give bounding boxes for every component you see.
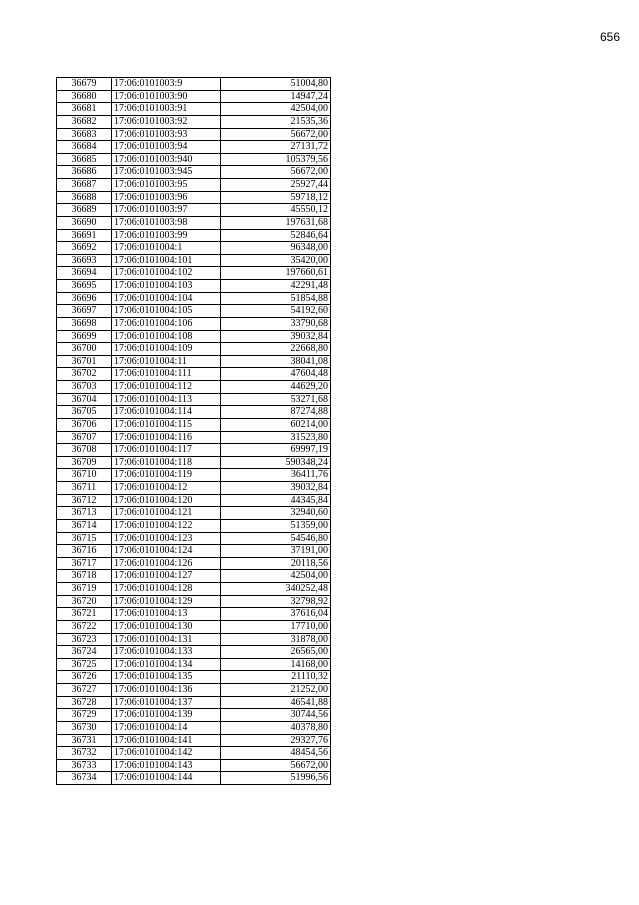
- value-cell: 197660,61: [221, 267, 331, 280]
- cadastral-number-cell: 17:06:0101004:135: [112, 671, 221, 684]
- value-cell: 197631,68: [221, 216, 331, 229]
- row-number-cell: 36705: [57, 406, 112, 419]
- cadastral-number-cell: 17:06:0101004:117: [112, 444, 221, 457]
- cadastral-number-cell: 17:06:0101004:129: [112, 595, 221, 608]
- row-number-cell: 36694: [57, 267, 112, 280]
- table-row: [57, 330, 331, 343]
- cadastral-number-cell: 17:06:0101003:99: [112, 229, 221, 242]
- value-cell: 30744,56: [221, 709, 331, 722]
- table-row: [57, 696, 331, 709]
- cadastral-number-cell: 17:06:0101004:141: [112, 734, 221, 747]
- cadastral-number-cell: 17:06:0101004:123: [112, 532, 221, 545]
- value-cell: 51359,00: [221, 519, 331, 532]
- row-number-cell: 36702: [57, 368, 112, 381]
- value-cell: 53271,68: [221, 393, 331, 406]
- table-row: [57, 153, 331, 166]
- value-cell: 48454,56: [221, 747, 331, 760]
- table-row: [57, 292, 331, 305]
- cadastral-number-cell: 17:06:0101004:118: [112, 456, 221, 469]
- row-number-cell: 36704: [57, 393, 112, 406]
- cadastral-number-cell: 17:06:0101004:133: [112, 646, 221, 659]
- table-row: [57, 759, 331, 772]
- row-number-cell: 36714: [57, 519, 112, 532]
- table-row: [57, 620, 331, 633]
- row-number-cell: 36718: [57, 570, 112, 583]
- row-number-cell: 36717: [57, 557, 112, 570]
- value-cell: 60214,00: [221, 418, 331, 431]
- row-number-cell: 36699: [57, 330, 112, 343]
- row-number-cell: 36709: [57, 456, 112, 469]
- cadastral-number-cell: 17:06:0101004:14: [112, 721, 221, 734]
- value-cell: 52846,64: [221, 229, 331, 242]
- row-number-cell: 36708: [57, 444, 112, 457]
- cadastral-number-cell: 17:06:0101003:945: [112, 166, 221, 179]
- value-cell: 44629,20: [221, 381, 331, 394]
- row-number-cell: 36687: [57, 179, 112, 192]
- cadastral-number-cell: 17:06:0101003:95: [112, 179, 221, 192]
- row-number-cell: 36716: [57, 545, 112, 558]
- table-row: [57, 141, 331, 154]
- table-row: [57, 734, 331, 747]
- table-row: [57, 595, 331, 608]
- cadastral-number-cell: 17:06:0101003:93: [112, 128, 221, 141]
- row-number-cell: 36684: [57, 141, 112, 154]
- cadastral-number-cell: 17:06:0101004:103: [112, 280, 221, 293]
- value-cell: 105379,56: [221, 153, 331, 166]
- value-cell: 45550,12: [221, 204, 331, 217]
- cadastral-number-cell: 17:06:0101004:126: [112, 557, 221, 570]
- value-cell: 38041,08: [221, 355, 331, 368]
- table-row: [57, 671, 331, 684]
- cadastral-number-cell: 17:06:0101004:136: [112, 684, 221, 697]
- row-number-cell: 36726: [57, 671, 112, 684]
- row-number-cell: 36686: [57, 166, 112, 179]
- value-cell: 20118,56: [221, 557, 331, 570]
- table-row: [57, 444, 331, 457]
- table-row: [57, 431, 331, 444]
- table-row: [57, 608, 331, 621]
- table-row: [57, 747, 331, 760]
- table-row: [57, 317, 331, 330]
- value-cell: 22668,80: [221, 343, 331, 356]
- value-cell: 17710,00: [221, 620, 331, 633]
- row-number-cell: 36715: [57, 532, 112, 545]
- table-row: [57, 393, 331, 406]
- cadastral-number-cell: 17:06:0101004:111: [112, 368, 221, 381]
- table-row: [57, 633, 331, 646]
- table-row: [57, 179, 331, 192]
- row-number-cell: 36724: [57, 646, 112, 659]
- cadastral-number-cell: 17:06:0101004:1: [112, 242, 221, 255]
- table-row: [57, 343, 331, 356]
- cadastral-number-cell: 17:06:0101004:124: [112, 545, 221, 558]
- value-cell: 37616,04: [221, 608, 331, 621]
- value-cell: 590348,24: [221, 456, 331, 469]
- table-row: [57, 418, 331, 431]
- value-cell: 56672,00: [221, 166, 331, 179]
- table-row: [57, 204, 331, 217]
- row-number-cell: 36721: [57, 608, 112, 621]
- cadastral-number-cell: 17:06:0101004:114: [112, 406, 221, 419]
- row-number-cell: 36683: [57, 128, 112, 141]
- value-cell: 42504,00: [221, 103, 331, 116]
- value-cell: 33790,68: [221, 317, 331, 330]
- row-number-cell: 36692: [57, 242, 112, 255]
- cadastral-number-cell: 17:06:0101004:144: [112, 772, 221, 785]
- table-row: [57, 128, 331, 141]
- value-cell: 69997,19: [221, 444, 331, 457]
- table-row: [57, 115, 331, 128]
- cadastral-number-cell: 17:06:0101004:108: [112, 330, 221, 343]
- table-row: [57, 494, 331, 507]
- row-number-cell: 36703: [57, 381, 112, 394]
- row-number-cell: 36728: [57, 696, 112, 709]
- row-number-cell: 36681: [57, 103, 112, 116]
- table-row: [57, 78, 331, 91]
- row-number-cell: 36697: [57, 305, 112, 318]
- value-cell: 31878,00: [221, 633, 331, 646]
- value-cell: 32798,92: [221, 595, 331, 608]
- cadastral-number-cell: 17:06:0101003:91: [112, 103, 221, 116]
- cadastral-number-cell: 17:06:0101003:9: [112, 78, 221, 91]
- table-row: [57, 646, 331, 659]
- cadastral-number-cell: 17:06:0101004:115: [112, 418, 221, 431]
- cadastral-number-cell: 17:06:0101004:142: [112, 747, 221, 760]
- row-number-cell: 36695: [57, 280, 112, 293]
- value-cell: 37191,00: [221, 545, 331, 558]
- value-cell: 51004,80: [221, 78, 331, 91]
- cadastral-number-cell: 17:06:0101004:127: [112, 570, 221, 583]
- table-row: [57, 229, 331, 242]
- cadastral-number-cell: 17:06:0101003:94: [112, 141, 221, 154]
- value-cell: 25927,44: [221, 179, 331, 192]
- table-row: [57, 482, 331, 495]
- table-row: [57, 583, 331, 596]
- table-row: [57, 456, 331, 469]
- cadastral-number-cell: 17:06:0101004:13: [112, 608, 221, 621]
- cadastral-number-cell: 17:06:0101004:139: [112, 709, 221, 722]
- cadastral-number-cell: 17:06:0101004:12: [112, 482, 221, 495]
- value-cell: 44345,84: [221, 494, 331, 507]
- table-row: [57, 406, 331, 419]
- table-row: [57, 166, 331, 179]
- cadastral-number-cell: 17:06:0101004:130: [112, 620, 221, 633]
- value-cell: 14947,24: [221, 90, 331, 103]
- value-cell: 56672,00: [221, 128, 331, 141]
- row-number-cell: 36723: [57, 633, 112, 646]
- table-row: [57, 305, 331, 318]
- cadastral-value-table: [56, 77, 331, 785]
- row-number-cell: 36710: [57, 469, 112, 482]
- cadastral-number-cell: 17:06:0101003:96: [112, 191, 221, 204]
- table-row: [57, 381, 331, 394]
- cadastral-number-cell: 17:06:0101004:101: [112, 254, 221, 267]
- row-number-cell: 36679: [57, 78, 112, 91]
- cadastral-number-cell: 17:06:0101004:134: [112, 658, 221, 671]
- row-number-cell: 36725: [57, 658, 112, 671]
- table-row: [57, 507, 331, 520]
- value-cell: 54546,80: [221, 532, 331, 545]
- cadastral-number-cell: 17:06:0101004:128: [112, 583, 221, 596]
- value-cell: 47604,48: [221, 368, 331, 381]
- table-row: [57, 368, 331, 381]
- table-row: [57, 254, 331, 267]
- table-row: [57, 216, 331, 229]
- cadastral-number-cell: 17:06:0101004:112: [112, 381, 221, 394]
- cadastral-number-cell: 17:06:0101003:90: [112, 90, 221, 103]
- value-cell: 51996,56: [221, 772, 331, 785]
- value-cell: 87274,88: [221, 406, 331, 419]
- row-number-cell: 36696: [57, 292, 112, 305]
- value-cell: 21252,00: [221, 684, 331, 697]
- cadastral-number-cell: 17:06:0101004:102: [112, 267, 221, 280]
- cadastral-number-cell: 17:06:0101004:122: [112, 519, 221, 532]
- table-body: [57, 78, 331, 785]
- table-row: [57, 532, 331, 545]
- row-number-cell: 36685: [57, 153, 112, 166]
- cadastral-number-cell: 17:06:0101004:143: [112, 759, 221, 772]
- table-row: [57, 355, 331, 368]
- row-number-cell: 36698: [57, 317, 112, 330]
- table-row: [57, 557, 331, 570]
- row-number-cell: 36693: [57, 254, 112, 267]
- table-row: [57, 242, 331, 255]
- row-number-cell: 36734: [57, 772, 112, 785]
- cadastral-number-cell: 17:06:0101004:104: [112, 292, 221, 305]
- table-row: [57, 280, 331, 293]
- table-row: [57, 570, 331, 583]
- value-cell: 51854,88: [221, 292, 331, 305]
- value-cell: 21110,32: [221, 671, 331, 684]
- cadastral-number-cell: 17:06:0101004:106: [112, 317, 221, 330]
- cadastral-number-cell: 17:06:0101004:119: [112, 469, 221, 482]
- value-cell: 27131,72: [221, 141, 331, 154]
- row-number-cell: 36689: [57, 204, 112, 217]
- value-cell: 42504,00: [221, 570, 331, 583]
- table-row: [57, 658, 331, 671]
- value-cell: 36411,76: [221, 469, 331, 482]
- value-cell: 42291,48: [221, 280, 331, 293]
- cadastral-number-cell: 17:06:0101004:121: [112, 507, 221, 520]
- value-cell: 26565,00: [221, 646, 331, 659]
- table-row: [57, 709, 331, 722]
- row-number-cell: 36690: [57, 216, 112, 229]
- row-number-cell: 36731: [57, 734, 112, 747]
- row-number-cell: 36691: [57, 229, 112, 242]
- row-number-cell: 36722: [57, 620, 112, 633]
- table-row: [57, 469, 331, 482]
- row-number-cell: 36682: [57, 115, 112, 128]
- cadastral-number-cell: 17:06:0101004:137: [112, 696, 221, 709]
- cadastral-number-cell: 17:06:0101004:131: [112, 633, 221, 646]
- row-number-cell: 36720: [57, 595, 112, 608]
- table-row: [57, 772, 331, 785]
- row-number-cell: 36733: [57, 759, 112, 772]
- value-cell: 21535,36: [221, 115, 331, 128]
- row-number-cell: 36719: [57, 583, 112, 596]
- table-row: [57, 191, 331, 204]
- table-row: [57, 90, 331, 103]
- table-row: [57, 519, 331, 532]
- value-cell: 54192,60: [221, 305, 331, 318]
- value-cell: 14168,00: [221, 658, 331, 671]
- cadastral-number-cell: 17:06:0101004:113: [112, 393, 221, 406]
- cadastral-number-cell: 17:06:0101003:940: [112, 153, 221, 166]
- value-cell: 59718,12: [221, 191, 331, 204]
- value-cell: 39032,84: [221, 482, 331, 495]
- value-cell: 35420,00: [221, 254, 331, 267]
- row-number-cell: 36712: [57, 494, 112, 507]
- cadastral-number-cell: 17:06:0101004:105: [112, 305, 221, 318]
- cadastral-number-cell: 17:06:0101004:116: [112, 431, 221, 444]
- row-number-cell: 36732: [57, 747, 112, 760]
- value-cell: 46541,88: [221, 696, 331, 709]
- cadastral-number-cell: 17:06:0101003:98: [112, 216, 221, 229]
- cadastral-number-cell: 17:06:0101004:109: [112, 343, 221, 356]
- table-row: [57, 545, 331, 558]
- value-cell: 340252,48: [221, 583, 331, 596]
- row-number-cell: 36700: [57, 343, 112, 356]
- cadastral-number-cell: 17:06:0101003:92: [112, 115, 221, 128]
- cadastral-number-cell: 17:06:0101004:120: [112, 494, 221, 507]
- row-number-cell: 36729: [57, 709, 112, 722]
- row-number-cell: 36711: [57, 482, 112, 495]
- row-number-cell: 36688: [57, 191, 112, 204]
- row-number-cell: 36713: [57, 507, 112, 520]
- table-row: [57, 684, 331, 697]
- cadastral-number-cell: 17:06:0101003:97: [112, 204, 221, 217]
- value-cell: 39032,84: [221, 330, 331, 343]
- value-cell: 32940,60: [221, 507, 331, 520]
- row-number-cell: 36730: [57, 721, 112, 734]
- row-number-cell: 36707: [57, 431, 112, 444]
- row-number-cell: 36701: [57, 355, 112, 368]
- row-number-cell: 36706: [57, 418, 112, 431]
- value-cell: 96348,00: [221, 242, 331, 255]
- table-row: [57, 267, 331, 280]
- table-row: [57, 103, 331, 116]
- cadastral-number-cell: 17:06:0101004:11: [112, 355, 221, 368]
- value-cell: 29327,76: [221, 734, 331, 747]
- table-row: [57, 721, 331, 734]
- value-cell: 56672,00: [221, 759, 331, 772]
- value-cell: 40378,80: [221, 721, 331, 734]
- page-number: 656: [599, 30, 620, 44]
- row-number-cell: 36727: [57, 684, 112, 697]
- value-cell: 31523,80: [221, 431, 331, 444]
- row-number-cell: 36680: [57, 90, 112, 103]
